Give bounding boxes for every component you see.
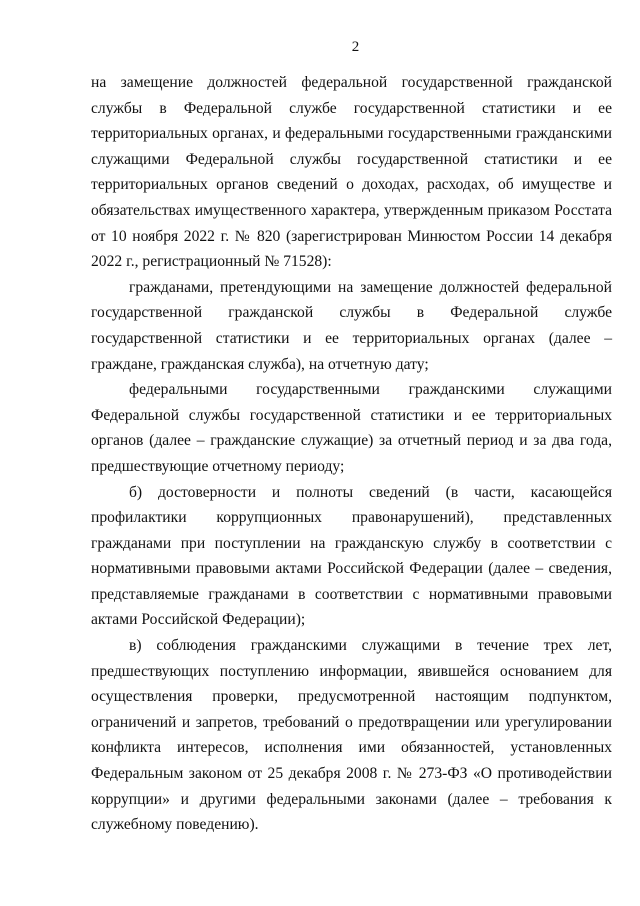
paragraph-continuation: на замещение должностей федеральной государственной гражданской службы в Федеральной службе государственной статистики и ее территориальных органах, и федеральными государственными гражданскими служащими Федеральной службы государственной статистики и ее территориальных органов сведений о доходах, расходах, об имуществе и обязательствах имущественного характера, утвержденным приказом Росстата от 10 ноября 2022 г. № 820 (зарегистрирован Минюстом России 14 декабря 2022 г., регистрационный № 71528): [91, 74, 612, 271]
page-number: 2 [351, 39, 360, 55]
paragraph-citizens: гражданами, претендующими на замещение должностей федеральной государственной гражданской службы в Федеральной службе государственной статистики и ее территориальных органах (далее – граждане, гражданская служба), на отчетную дату; [91, 278, 612, 373]
paragraph-item-b: б) достоверности и полноты сведений (в части, касающейся профилактики коррупционных правонарушений), представленных гражданами при поступлении на гражданскую службу в соответствии с нормативными правовыми актами Российской Федерации (далее – сведения, представляемые гражданами в соответствии с нормативными правовыми актами Российской Федерации); [91, 483, 612, 629]
paragraph-civil-servants: федеральными государственными гражданскими служащими Федеральной службы государственной статистики и ее территориальных органов (далее – гражданские служащие) за отчетный период и за два года, предшествующие отчетному периоду; [91, 381, 612, 475]
paragraph-item-v: в) соблюдения гражданскими служащими в течение трех лет, предшествующих поступлению информации, явившейся основанием для осуществления проверки, предусмотренной настоящим подпунктом, ограничений и запретов, требований о предотвращении или урегулировании конфликта интересов, исполнения ими обязанностей, установленных Федеральным законом от 25 декабря 2008 г. № 273-ФЗ «О противодействии коррупции» и другими федеральными законами (далее – требования к служебному поведению). [91, 637, 612, 834]
